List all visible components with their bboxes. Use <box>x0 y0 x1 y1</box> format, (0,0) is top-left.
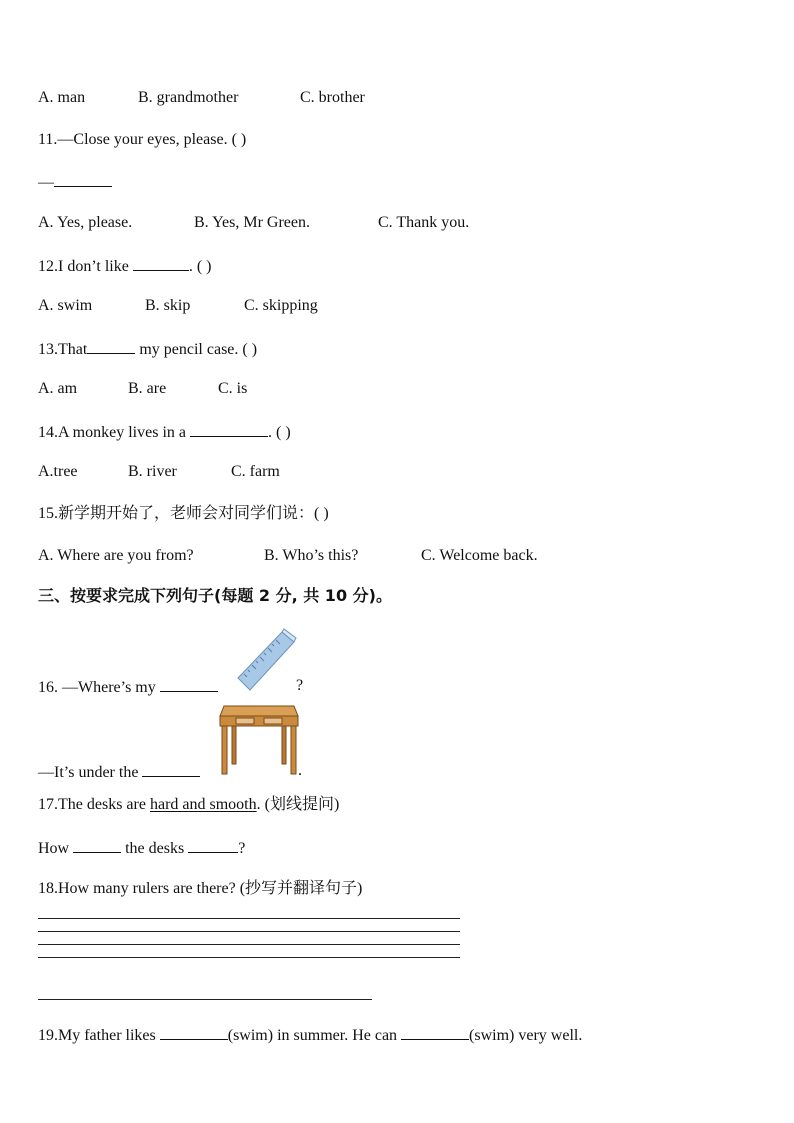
q10-option-c: C. brother <box>300 89 365 106</box>
q11-reply-line <box>38 171 112 193</box>
q19-answer-blank-1[interactable] <box>160 1024 228 1040</box>
q14-option-a: A.tree <box>38 463 78 480</box>
q16-answer-blank-2[interactable] <box>142 761 200 777</box>
q16-text-pre: 16. —Where’s my <box>38 679 160 696</box>
q19-text-b: (swim) in summer. He can <box>227 1027 402 1044</box>
q18-question: 18.How many rulers are there? (抄写并翻译句子) <box>38 880 363 897</box>
q15-option-c: C. Welcome back. <box>421 547 538 564</box>
q14-text-pre: 14.A monkey lives in a <box>38 424 190 441</box>
q12-option-a: A. swim <box>38 297 93 314</box>
q17-answer-blank-1[interactable] <box>73 837 121 853</box>
q11-option-c: C. Thank you. <box>378 214 470 231</box>
q14-text-post: . ( ) <box>267 424 291 441</box>
q11-option-a: A. Yes, please. <box>38 214 133 231</box>
q13-question <box>38 338 257 360</box>
q13-option-b: B. are <box>128 380 167 397</box>
q12-text-post: . ( ) <box>188 258 212 275</box>
q19-answer-blank-2[interactable] <box>401 1024 469 1040</box>
q13-answer-blank[interactable] <box>87 338 135 354</box>
q11-question: 11.—Close your eyes, please. ( ) <box>38 131 247 148</box>
q15-option-a: A. Where are you from? <box>38 547 194 564</box>
q17-text-pre: 17.The desks are <box>38 796 150 813</box>
q14-option-c: C. farm <box>231 463 280 480</box>
q18-writing-line-3[interactable] <box>38 944 460 945</box>
q13-text-pre: 13.That <box>38 341 88 358</box>
q17-underlined-phrase: hard and smooth <box>149 796 257 813</box>
q12-option-b: B. skip <box>145 297 191 314</box>
q15-option-b: B. Who’s this? <box>264 547 359 564</box>
q13-text-post: my pencil case. ( ) <box>135 341 258 358</box>
q12-text-pre: 12.I don’t like <box>38 258 133 275</box>
q16-question <box>38 676 218 698</box>
q14-option-b: B. river <box>128 463 177 480</box>
q11-answer-blank[interactable] <box>54 171 112 187</box>
q17-question <box>38 795 339 815</box>
q14-answer-blank[interactable] <box>190 421 268 437</box>
q10-option-a: A. man <box>38 89 86 106</box>
q19-text-a: 19.My father likes <box>38 1027 160 1044</box>
section-3-heading: 三、按要求完成下列句子(每题 2 分, 共 10 分)。 <box>38 586 392 605</box>
q13-option-c: C. is <box>218 380 248 397</box>
q18-translation-line[interactable] <box>38 999 372 1000</box>
q17-line2-c: ? <box>238 840 246 857</box>
q12-answer-blank[interactable] <box>133 255 189 271</box>
q13-option-a: A. am <box>38 380 78 397</box>
ruler-icon <box>236 628 298 694</box>
q16-answer-period: . <box>298 762 302 779</box>
q16-answer-pre: —It’s under the <box>38 764 143 781</box>
q18-writing-line-2[interactable] <box>38 931 460 932</box>
q11-option-b: B. Yes, Mr Green. <box>194 214 310 231</box>
q15-question: 15.新学期开始了，老师会对同学们说：( ) <box>38 505 329 522</box>
q16-question-mark: ? <box>296 677 304 694</box>
q17-line2-b: the desks <box>121 840 189 857</box>
q17-line2-a: How <box>38 840 74 857</box>
q12-question <box>38 255 211 277</box>
q14-question <box>38 421 291 443</box>
q19-text-c: (swim) very well. <box>469 1027 583 1044</box>
desk-icon <box>218 704 300 776</box>
q10-option-b: B. grandmother <box>138 89 239 106</box>
q11-reply-dash: — <box>38 174 54 191</box>
q19-question <box>38 1024 582 1046</box>
q16-answer-blank[interactable] <box>160 676 218 692</box>
q17-answer-line <box>38 837 245 859</box>
q18-writing-line-1[interactable] <box>38 918 460 919</box>
q17-answer-blank-2[interactable] <box>188 837 238 853</box>
q12-option-c: C. skipping <box>244 297 318 314</box>
q18-writing-line-4[interactable] <box>38 957 460 958</box>
q17-text-post: . (划线提问) <box>256 796 340 813</box>
q16-answer-line <box>38 761 200 783</box>
